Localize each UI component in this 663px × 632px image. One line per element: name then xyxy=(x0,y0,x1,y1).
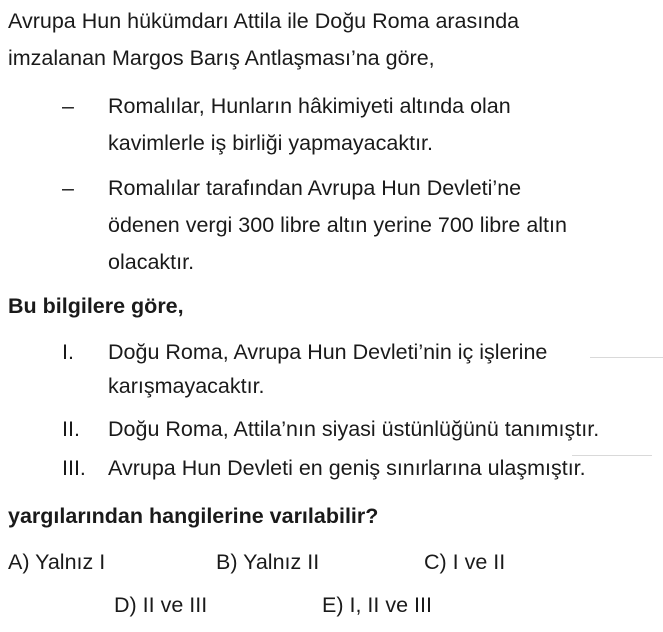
divider-line-2 xyxy=(572,455,652,456)
item-2-marker: – xyxy=(62,176,74,200)
option-c[interactable]: C) I ve II xyxy=(424,550,506,574)
option-b[interactable]: B) Yalnız II xyxy=(216,550,320,574)
option-a[interactable]: A) Yalnız I xyxy=(8,550,106,574)
statement-1-numeral: I. xyxy=(62,340,74,364)
option-d[interactable]: D) II ve III xyxy=(114,593,208,617)
item-2-line-3: olacaktır. xyxy=(108,250,195,274)
item-2-line-2: ödenen vergi 300 libre altın yerine 700 libre altın xyxy=(108,213,567,237)
statement-3-numeral: III. xyxy=(62,456,86,480)
stem-line-2: imzalanan Margos Barış Antlaşması’na göre, xyxy=(8,46,435,70)
statement-1-line-2: karışmayacaktır. xyxy=(108,374,265,398)
statement-2-numeral: II. xyxy=(62,417,80,441)
lead-text: Bu bilgilere göre, xyxy=(8,294,184,318)
item-1-line-2: kavimlerle iş birliği yapmayacaktır. xyxy=(108,131,433,155)
item-2-line-1: Romalılar tarafından Avrupa Hun Devleti’ne xyxy=(108,176,522,200)
statement-1-line-1: Doğu Roma, Avrupa Hun Devleti’nin iç işlerine xyxy=(108,340,548,364)
statement-3-line-1: Avrupa Hun Devleti en geniş sınırlarına ulaşmıştır. xyxy=(108,456,586,480)
question-prompt: yargılarından hangilerine varılabilir? xyxy=(8,504,379,528)
stem-line-1: Avrupa Hun hükümdarı Attila ile Doğu Roma arasında xyxy=(8,9,520,33)
item-1-marker: – xyxy=(62,94,74,118)
option-e[interactable]: E) I, II ve III xyxy=(322,593,432,617)
divider-line xyxy=(590,357,663,358)
statement-2-line-1: Doğu Roma, Attila’nın siyasi üstünlüğünü tanımıştır. xyxy=(108,417,600,441)
item-1-line-1: Romalılar, Hunların hâkimiyeti altında olan xyxy=(108,94,511,118)
